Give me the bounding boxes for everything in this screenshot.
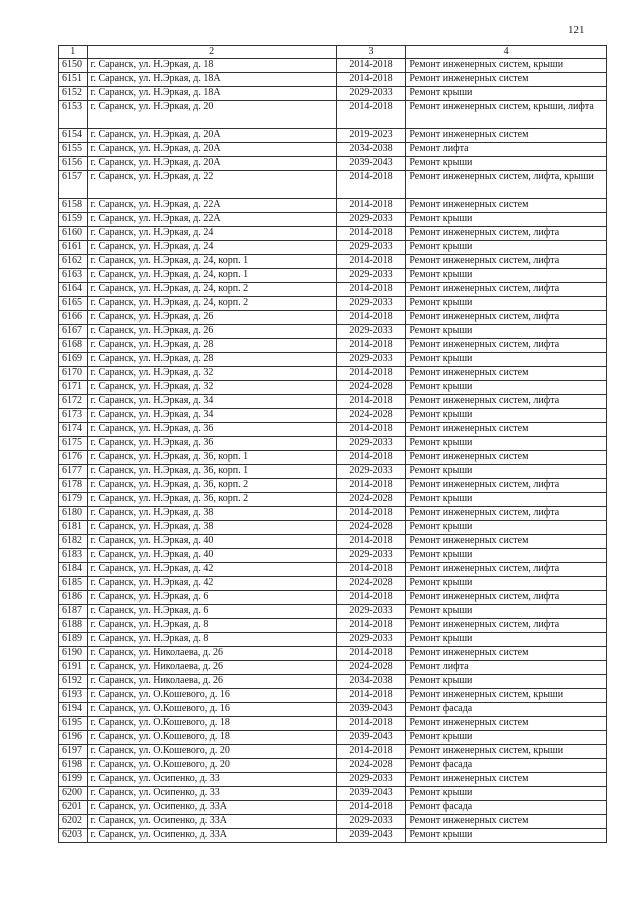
row-number: 6160 [59, 227, 88, 241]
row-period: 2029-2033 [336, 269, 406, 283]
row-work-type: Ремонт инженерных систем, крыши [406, 745, 607, 759]
table-row [59, 297, 607, 311]
row-work-type: Ремонт крыши [406, 605, 607, 619]
row-number: 6157 [59, 171, 88, 199]
row-number: 6192 [59, 675, 88, 689]
row-number: 6188 [59, 619, 88, 633]
row-period: 2014-2018 [336, 563, 406, 577]
row-address: г. Саранск, ул. Н.Эркая, д. 36 [87, 437, 336, 451]
row-number: 6187 [59, 605, 88, 619]
table-row [59, 269, 607, 283]
row-number: 6198 [59, 759, 88, 773]
row-address: г. Саранск, ул. Н.Эркая, д. 24 [87, 227, 336, 241]
row-address: г. Саранск, ул. Н.Эркая, д. 36, корп. 1 [87, 451, 336, 465]
row-work-type: Ремонт крыши [406, 269, 607, 283]
row-work-type: Ремонт инженерных систем, лифта [406, 339, 607, 353]
table-row [59, 325, 607, 339]
row-number: 6158 [59, 199, 88, 213]
row-period: 2039-2043 [336, 157, 406, 171]
row-address: г. Саранск, ул. О.Кошевого, д. 18 [87, 731, 336, 745]
row-address: г. Саранск, ул. Н.Эркая, д. 24, корп. 1 [87, 255, 336, 269]
row-period: 2014-2018 [336, 591, 406, 605]
row-address: г. Саранск, ул. Н.Эркая, д. 36, корп. 1 [87, 465, 336, 479]
row-period: 2014-2018 [336, 283, 406, 297]
row-period: 2014-2018 [336, 311, 406, 325]
row-address: г. Саранск, ул. Н.Эркая, д. 18А [87, 73, 336, 87]
row-number: 6181 [59, 521, 88, 535]
row-address: г. Саранск, ул. Н.Эркая, д. 26 [87, 325, 336, 339]
row-number: 6170 [59, 367, 88, 381]
row-period: 2029-2033 [336, 815, 406, 829]
row-address: г. Саранск, ул. Н.Эркая, д. 32 [87, 367, 336, 381]
row-address: г. Саранск, ул. Н.Эркая, д. 18А [87, 87, 336, 101]
row-work-type: Ремонт инженерных систем [406, 773, 607, 787]
row-address: г. Саранск, ул. Н.Эркая, д. 22 [87, 171, 336, 199]
row-work-type: Ремонт фасада [406, 801, 607, 815]
row-address: г. Саранск, ул. Н.Эркая, д. 40 [87, 535, 336, 549]
row-work-type: Ремонт инженерных систем [406, 73, 607, 87]
row-address: г. Саранск, ул. Н.Эркая, д. 22А [87, 213, 336, 227]
table-row [59, 535, 607, 549]
row-work-type: Ремонт крыши [406, 493, 607, 507]
row-period: 2024-2028 [336, 493, 406, 507]
row-period: 2014-2018 [336, 647, 406, 661]
row-period: 2039-2043 [336, 787, 406, 801]
row-period: 2014-2018 [336, 171, 406, 199]
row-work-type: Ремонт инженерных систем, крыши [406, 689, 607, 703]
row-work-type: Ремонт фасада [406, 759, 607, 773]
row-address: г. Саранск, ул. Николаева, д. 26 [87, 647, 336, 661]
row-address: г. Саранск, ул. О.Кошевого, д. 20 [87, 759, 336, 773]
row-address: г. Саранск, ул. Осипенко, д. 33 [87, 787, 336, 801]
row-work-type: Ремонт инженерных систем, лифта [406, 507, 607, 521]
table-row [59, 73, 607, 87]
table-row [59, 801, 607, 815]
row-work-type: Ремонт крыши [406, 325, 607, 339]
row-work-type: Ремонт крыши [406, 465, 607, 479]
row-number: 6174 [59, 423, 88, 437]
row-number: 6201 [59, 801, 88, 815]
table-row [59, 675, 607, 689]
row-period: 2014-2018 [336, 59, 406, 73]
row-work-type: Ремонт инженерных систем [406, 199, 607, 213]
row-work-type: Ремонт инженерных систем, крыши [406, 59, 607, 73]
row-period: 2029-2033 [336, 325, 406, 339]
table-row [59, 465, 607, 479]
row-address: г. Саранск, ул. Н.Эркая, д. 20А [87, 143, 336, 157]
table-row [59, 241, 607, 255]
row-work-type: Ремонт инженерных систем [406, 535, 607, 549]
row-address: г. Саранск, ул. Н.Эркая, д. 8 [87, 619, 336, 633]
row-number: 6182 [59, 535, 88, 549]
row-number: 6202 [59, 815, 88, 829]
row-number: 6168 [59, 339, 88, 353]
row-number: 6197 [59, 745, 88, 759]
row-period: 2014-2018 [336, 101, 406, 129]
row-number: 6190 [59, 647, 88, 661]
row-address: г. Саранск, ул. Н.Эркая, д. 34 [87, 395, 336, 409]
row-period: 2029-2033 [336, 633, 406, 647]
table-row [59, 745, 607, 759]
row-address: г. Саранск, ул. Н.Эркая, д. 20А [87, 157, 336, 171]
row-work-type: Ремонт крыши [406, 675, 607, 689]
row-period: 2029-2033 [336, 549, 406, 563]
row-work-type: Ремонт инженерных систем [406, 815, 607, 829]
table-row [59, 731, 607, 745]
row-number: 6196 [59, 731, 88, 745]
row-address: г. Саранск, ул. Н.Эркая, д. 20 [87, 101, 336, 129]
row-period: 2024-2028 [336, 661, 406, 675]
row-address: г. Саранск, ул. Н.Эркая, д. 28 [87, 353, 336, 367]
row-period: 2029-2033 [336, 605, 406, 619]
row-work-type: Ремонт крыши [406, 633, 607, 647]
row-address: г. Саранск, ул. О.Кошевого, д. 20 [87, 745, 336, 759]
row-period: 2014-2018 [336, 395, 406, 409]
row-period: 2024-2028 [336, 759, 406, 773]
row-address: г. Саранск, ул. О.Кошевого, д. 16 [87, 689, 336, 703]
row-period: 2014-2018 [336, 535, 406, 549]
row-number: 6183 [59, 549, 88, 563]
table-row [59, 815, 607, 829]
row-work-type: Ремонт крыши [406, 381, 607, 395]
row-address: г. Саранск, ул. Осипенко, д. 33А [87, 829, 336, 843]
table-row [59, 255, 607, 269]
row-address: г. Саранск, ул. Н.Эркая, д. 34 [87, 409, 336, 423]
row-period: 2024-2028 [336, 409, 406, 423]
row-work-type: Ремонт инженерных систем, лифта, крыши [406, 171, 607, 199]
row-period: 2014-2018 [336, 479, 406, 493]
row-address: г. Саранск, ул. Н.Эркая, д. 42 [87, 563, 336, 577]
row-number: 6195 [59, 717, 88, 731]
row-number: 6167 [59, 325, 88, 339]
table-row [59, 479, 607, 493]
row-address: г. Саранск, ул. Н.Эркая, д. 24, корп. 2 [87, 283, 336, 297]
table-row [59, 507, 607, 521]
table-row [59, 157, 607, 171]
row-number: 6166 [59, 311, 88, 325]
row-number: 6203 [59, 829, 88, 843]
table-row [59, 577, 607, 591]
row-number: 6186 [59, 591, 88, 605]
row-address: г. Саранск, ул. Н.Эркая, д. 32 [87, 381, 336, 395]
table-row [59, 759, 607, 773]
header-col-2: 2 [87, 46, 336, 59]
row-period: 2029-2033 [336, 297, 406, 311]
table-row [59, 199, 607, 213]
row-address: г. Саранск, ул. Н.Эркая, д. 24, корп. 1 [87, 269, 336, 283]
row-address: г. Саранск, ул. Осипенко, д. 33А [87, 815, 336, 829]
row-work-type: Ремонт лифта [406, 143, 607, 157]
table-row [59, 367, 607, 381]
row-period: 2019-2023 [336, 129, 406, 143]
row-work-type: Ремонт инженерных систем, лифта [406, 563, 607, 577]
table-row [59, 353, 607, 367]
row-address: г. Саранск, ул. Н.Эркая, д. 26 [87, 311, 336, 325]
row-period: 2014-2018 [336, 199, 406, 213]
header-row [59, 46, 607, 59]
row-address: г. Саранск, ул. О.Кошевого, д. 18 [87, 717, 336, 731]
row-address: г. Саранск, ул. Н.Эркая, д. 36, корп. 2 [87, 493, 336, 507]
row-address: г. Саранск, ул. Н.Эркая, д. 6 [87, 605, 336, 619]
row-work-type: Ремонт крыши [406, 577, 607, 591]
row-work-type: Ремонт крыши [406, 157, 607, 171]
row-period: 2039-2043 [336, 703, 406, 717]
table-row [59, 647, 607, 661]
table-row [59, 437, 607, 451]
row-address: г. Саранск, ул. Н.Эркая, д. 8 [87, 633, 336, 647]
row-number: 6175 [59, 437, 88, 451]
row-number: 6171 [59, 381, 88, 395]
row-work-type: Ремонт инженерных систем [406, 647, 607, 661]
row-period: 2014-2018 [336, 745, 406, 759]
page-number: 121 [568, 24, 585, 36]
row-address: г. Саранск, ул. Осипенко, д. 33А [87, 801, 336, 815]
table-row [59, 661, 607, 675]
row-address: г. Саранск, ул. Николаева, д. 26 [87, 661, 336, 675]
row-number: 6180 [59, 507, 88, 521]
row-address: г. Саранск, ул. Н.Эркая, д. 28 [87, 339, 336, 353]
row-number: 6165 [59, 297, 88, 311]
row-address: г. Саранск, ул. Н.Эркая, д. 6 [87, 591, 336, 605]
row-work-type: Ремонт крыши [406, 87, 607, 101]
row-address: г. Саранск, ул. Н.Эркая, д. 38 [87, 507, 336, 521]
table-row [59, 773, 607, 787]
row-period: 2014-2018 [336, 507, 406, 521]
row-work-type: Ремонт крыши [406, 353, 607, 367]
row-work-type: Ремонт инженерных систем, лифта [406, 311, 607, 325]
row-address: г. Саранск, ул. Н.Эркая, д. 20А [87, 129, 336, 143]
row-period: 2014-2018 [336, 451, 406, 465]
row-address: г. Саранск, ул. Осипенко, д. 33 [87, 773, 336, 787]
row-number: 6176 [59, 451, 88, 465]
row-period: 2024-2028 [336, 577, 406, 591]
row-number: 6189 [59, 633, 88, 647]
row-period: 2029-2033 [336, 353, 406, 367]
row-period: 2034-2038 [336, 675, 406, 689]
row-period: 2014-2018 [336, 717, 406, 731]
row-number: 6173 [59, 409, 88, 423]
row-work-type: Ремонт крыши [406, 241, 607, 255]
row-number: 6151 [59, 73, 88, 87]
row-number: 6177 [59, 465, 88, 479]
row-period: 2014-2018 [336, 619, 406, 633]
header-col-1: 1 [59, 46, 88, 59]
row-address: г. Саранск, ул. Н.Эркая, д. 24 [87, 241, 336, 255]
row-period: 2039-2043 [336, 731, 406, 745]
row-period: 2014-2018 [336, 255, 406, 269]
row-number: 6154 [59, 129, 88, 143]
row-work-type: Ремонт инженерных систем, лифта [406, 395, 607, 409]
row-period: 2014-2018 [336, 801, 406, 815]
row-number: 6163 [59, 269, 88, 283]
row-address: г. Саранск, ул. Н.Эркая, д. 40 [87, 549, 336, 563]
row-number: 6194 [59, 703, 88, 717]
row-work-type: Ремонт крыши [406, 549, 607, 563]
row-work-type: Ремонт инженерных систем [406, 717, 607, 731]
row-work-type: Ремонт крыши [406, 787, 607, 801]
table-row [59, 451, 607, 465]
row-work-type: Ремонт инженерных систем [406, 367, 607, 381]
row-period: 2029-2033 [336, 213, 406, 227]
row-period: 2014-2018 [336, 423, 406, 437]
table-row [59, 171, 607, 199]
row-number: 6184 [59, 563, 88, 577]
header-col-3: 3 [336, 46, 406, 59]
row-work-type: Ремонт крыши [406, 731, 607, 745]
row-number: 6169 [59, 353, 88, 367]
row-period: 2024-2028 [336, 381, 406, 395]
table-row [59, 829, 607, 843]
table-row [59, 129, 607, 143]
table-row [59, 101, 607, 129]
row-period: 2014-2018 [336, 339, 406, 353]
row-period: 2029-2033 [336, 241, 406, 255]
table-row [59, 143, 607, 157]
table-row [59, 689, 607, 703]
row-number: 6200 [59, 787, 88, 801]
row-number: 6150 [59, 59, 88, 73]
table-row [59, 563, 607, 577]
table-row [59, 87, 607, 101]
row-work-type: Ремонт инженерных систем, лифта [406, 255, 607, 269]
table-row [59, 395, 607, 409]
row-work-type: Ремонт крыши [406, 437, 607, 451]
table-row [59, 493, 607, 507]
row-period: 2024-2028 [336, 521, 406, 535]
table-row [59, 591, 607, 605]
header-col-4: 4 [406, 46, 607, 59]
row-number: 6159 [59, 213, 88, 227]
row-address: г. Саранск, ул. Н.Эркая, д. 24, корп. 2 [87, 297, 336, 311]
row-address: г. Саранск, ул. Н.Эркая, д. 42 [87, 577, 336, 591]
row-work-type: Ремонт инженерных систем [406, 129, 607, 143]
row-number: 6191 [59, 661, 88, 675]
repair-schedule-table [58, 45, 607, 843]
row-period: 2029-2033 [336, 773, 406, 787]
row-number: 6172 [59, 395, 88, 409]
row-number: 6152 [59, 87, 88, 101]
table-row [59, 549, 607, 563]
table-row [59, 521, 607, 535]
row-number: 6193 [59, 689, 88, 703]
row-work-type: Ремонт инженерных систем, лифта [406, 591, 607, 605]
row-period: 2029-2033 [336, 465, 406, 479]
row-address: г. Саранск, ул. Н.Эркая, д. 18 [87, 59, 336, 73]
row-address: г. Саранск, ул. Н.Эркая, д. 38 [87, 521, 336, 535]
table-row [59, 381, 607, 395]
row-number: 6155 [59, 143, 88, 157]
row-work-type: Ремонт крыши [406, 409, 607, 423]
row-period: 2014-2018 [336, 367, 406, 381]
row-number: 6153 [59, 101, 88, 129]
row-period: 2034-2038 [336, 143, 406, 157]
row-period: 2039-2043 [336, 829, 406, 843]
table-row [59, 787, 607, 801]
table-row [59, 227, 607, 241]
row-work-type: Ремонт инженерных систем, лифта [406, 283, 607, 297]
table-row [59, 619, 607, 633]
row-work-type: Ремонт крыши [406, 829, 607, 843]
row-number: 6199 [59, 773, 88, 787]
row-period: 2014-2018 [336, 73, 406, 87]
table-row [59, 605, 607, 619]
table-row [59, 283, 607, 297]
row-number: 6164 [59, 283, 88, 297]
table-body [59, 59, 607, 843]
row-work-type: Ремонт инженерных систем, лифта [406, 619, 607, 633]
row-work-type: Ремонт крыши [406, 521, 607, 535]
row-work-type: Ремонт инженерных систем [406, 451, 607, 465]
table-row [59, 409, 607, 423]
row-number: 6179 [59, 493, 88, 507]
row-period: 2014-2018 [336, 689, 406, 703]
table-row [59, 213, 607, 227]
row-number: 6162 [59, 255, 88, 269]
row-work-type: Ремонт крыши [406, 297, 607, 311]
row-address: г. Саранск, ул. Н.Эркая, д. 36 [87, 423, 336, 437]
row-period: 2029-2033 [336, 437, 406, 451]
row-number: 6161 [59, 241, 88, 255]
table-row [59, 717, 607, 731]
row-work-type: Ремонт крыши [406, 213, 607, 227]
table-row [59, 59, 607, 73]
row-number: 6156 [59, 157, 88, 171]
row-period: 2029-2033 [336, 87, 406, 101]
row-number: 6185 [59, 577, 88, 591]
row-work-type: Ремонт инженерных систем, лифта [406, 479, 607, 493]
row-work-type: Ремонт инженерных систем, крыши, лифта [406, 101, 607, 129]
row-work-type: Ремонт инженерных систем, лифта [406, 227, 607, 241]
row-work-type: Ремонт инженерных систем [406, 423, 607, 437]
row-address: г. Саранск, ул. Н.Эркая, д. 36, корп. 2 [87, 479, 336, 493]
row-number: 6178 [59, 479, 88, 493]
row-work-type: Ремонт лифта [406, 661, 607, 675]
row-address: г. Саранск, ул. О.Кошевого, д. 16 [87, 703, 336, 717]
table-row [59, 423, 607, 437]
table-row [59, 633, 607, 647]
table-row [59, 339, 607, 353]
table-row [59, 703, 607, 717]
table-row [59, 311, 607, 325]
row-work-type: Ремонт фасада [406, 703, 607, 717]
row-address: г. Саранск, ул. Николаева, д. 26 [87, 675, 336, 689]
row-address: г. Саранск, ул. Н.Эркая, д. 22А [87, 199, 336, 213]
row-period: 2014-2018 [336, 227, 406, 241]
